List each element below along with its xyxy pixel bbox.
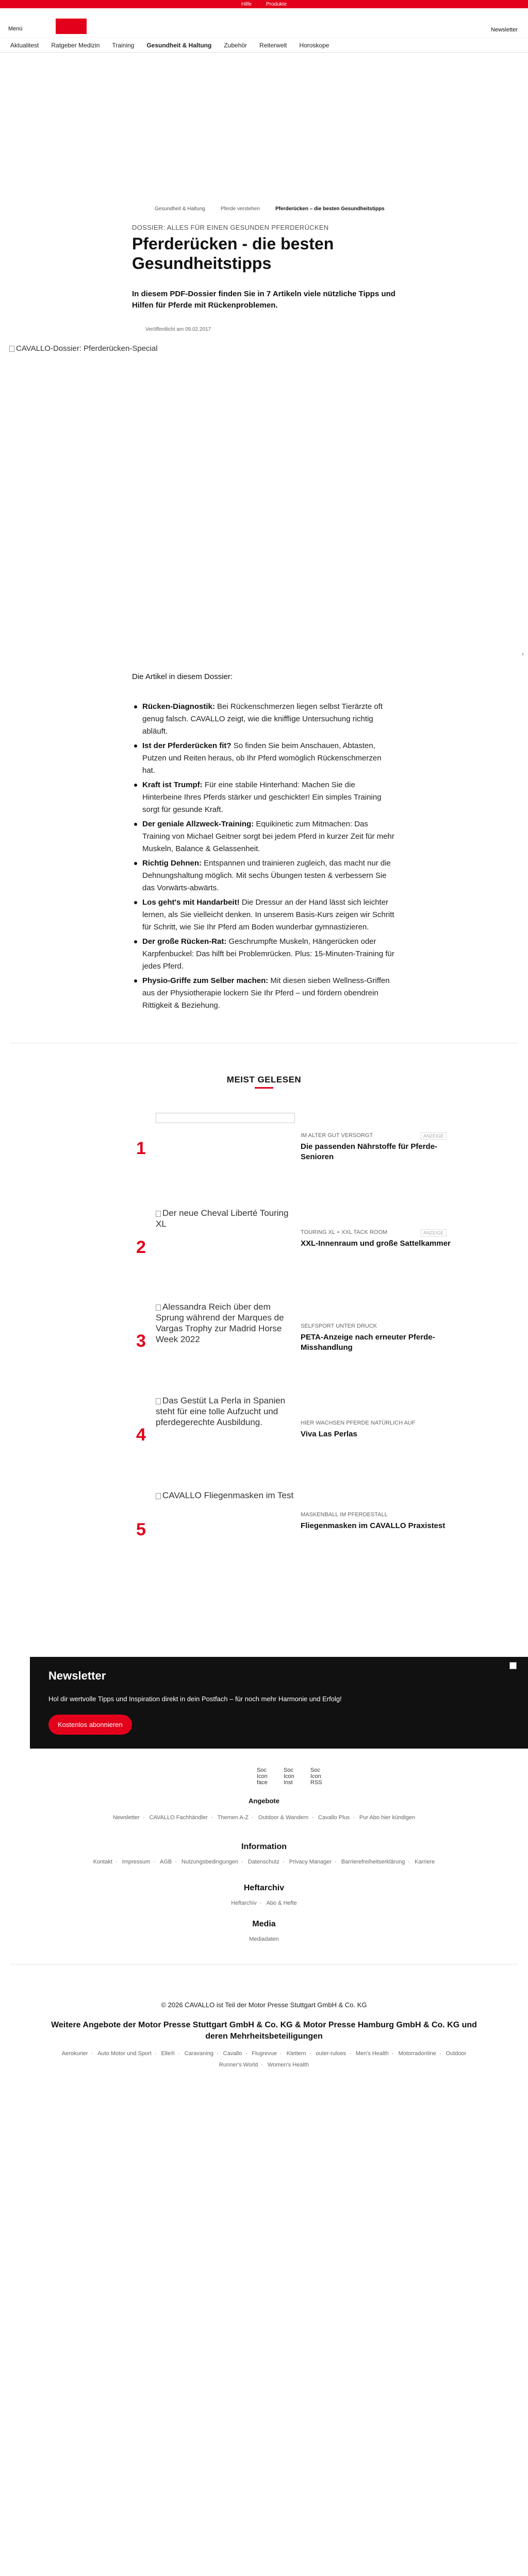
footer-link[interactable]: CAVALLO Fachhändler — [149, 1815, 208, 1821]
breadcrumb — [155, 206, 385, 212]
footer-link[interactable]: Motorradonline — [398, 2050, 436, 2057]
footer-link[interactable]: Kontakt — [93, 1859, 113, 1865]
footer-link[interactable]: Elle® — [161, 2050, 175, 2057]
footer-link[interactable]: outer-ruloes — [316, 2050, 346, 2057]
teaser-kicker: IM ALTER GUT VERSORGT — [301, 1132, 373, 1139]
broken-image-icon — [9, 346, 14, 352]
rank-number: 1 — [136, 1139, 146, 1158]
footer-link[interactable]: Abo & Hefte — [266, 1900, 297, 1906]
article-intro: In diesem PDF-Dossier finden Sie in 7 Artikeln viele nützliche Tipps und Hilfen für Pferde mit Rückenproblemen. — [132, 290, 395, 310]
hero-image — [9, 344, 519, 648]
newsletter-box — [30, 1657, 528, 1749]
breadcrumb-current: Pferderücken – die besten Gesundheitstipps — [275, 206, 385, 212]
newsletter-image — [509, 1662, 517, 1669]
teaser-kicker: TOURING XL + XXL TACK ROOM — [301, 1229, 388, 1235]
teaser-image[interactable]: Der neue Cheval Liberté Touring XL — [156, 1208, 289, 1229]
footer-link[interactable]: Karriere — [415, 1859, 435, 1865]
teaser-image[interactable]: CAVALLO Fliegenmasken im Test — [156, 1490, 295, 1567]
list-item: Richtig Dehnen: Entspannen und trainieren zugleich, das macht nur die Dehnungshaltung möglich. Mit sechs Übungen testen & verbessern Sie das Vorwärts-abwärts. — [132, 857, 396, 894]
teaser-kicker: HIER WACHSEN PFERDE NATÜRLICH AUF — [301, 1420, 416, 1426]
archive-links: Heftarchiv · Abo & Hefte — [231, 1900, 297, 1906]
more-offers-heading: Weitere Angebote der Motor Presse Stuttgart GmbH & Co. KG & Motor Presse Hamburg GmbH & Co. KG und deren Mehrheitsbeteiligungen — [51, 2021, 477, 2041]
nav-item-gesundheit-haltung[interactable]: Gesundheit & Haltung — [146, 41, 212, 49]
footer-link[interactable]: Runner's World — [219, 2062, 258, 2068]
footer-link[interactable]: Pur Abo hier kündigen — [359, 1815, 416, 1821]
article-kicker: DOSSIER: ALLES FÜR EINEN GESUNDEN PFERDERÜCKEN — [132, 224, 329, 231]
footer-link[interactable]: Women's Health — [267, 2062, 309, 2068]
list-item: Der geniale Allzweck-Training: Equikinetic zum Mitmachen: Das Training von Michael Geitner sorgt bei jedem Pferd in kurzer Zeit für mehr Muskeln, Balance & Gelassenheit. — [132, 818, 396, 855]
site-header — [0, 8, 528, 38]
teaser-headline[interactable]: Die passenden Nährstoffe für Pferde-Senioren — [301, 1142, 438, 1161]
list-item: Der große Rücken-Rat: Geschrumpfte Muskeln, Hängerücken oder Karpfenbuckel: Das hilft bei Problemrücken. Plus: 15-Minuten-Training für jedes Pferd. — [132, 936, 396, 973]
teaser-image[interactable] — [156, 1113, 295, 1123]
teaser-image[interactable]: Alessandra Reich über dem Sprung während der Marques de Vargas Trophy zur Madrid Horse Week 2022 — [156, 1302, 284, 1344]
copyright: © 2026 CAVALLO ist Teil der Motor Presse Stuttgart GmbH & Co. KG — [161, 2001, 367, 2009]
footer-link[interactable]: Flugrevue — [252, 2050, 277, 2057]
footer-link[interactable]: Newsletter — [112, 1815, 140, 1821]
footer-link[interactable]: Klettern — [286, 2050, 306, 2057]
rss-icon[interactable]: Soc Icon RSS — [310, 1767, 322, 1786]
social-links — [257, 1767, 327, 1786]
side-arrow-icon[interactable]: ‹ — [522, 650, 524, 657]
footer-link[interactable]: Datenschutz — [248, 1859, 279, 1865]
nav-item-ratgeber-medizin[interactable]: Ratgeber Medizin — [51, 41, 100, 49]
footer-link[interactable]: Mediadaten — [249, 1936, 279, 1942]
rank-number: 3 — [136, 1331, 146, 1351]
list-item: Kraft ist Trumpf: Für eine stabile Hinterhand: Machen Sie die Hinterbeine Ihres Pferds stärker und geschickter! Ein simples Training sorgt für gesunde Kraft. — [132, 779, 396, 816]
list-item: Los geht's mit Handarbeit! Die Dressur an der Hand lässt sich leichter lernen, als Sie vielleicht denken. In unserem Basis-Kurs zeigen wir Schritt für Schritt, wie Sie Ihr Pferd am Boden wunderbar gymnastizieren. — [132, 896, 396, 934]
footer-link[interactable]: Caravaning — [184, 2050, 213, 2057]
information-links: Kontakt · Impressum · AGB · Nutzungsbedingungen · Datenschutz · Privacy Manager · Barrierefreiheitserklärung · Karriere — [93, 1859, 435, 1865]
most-read-item[interactable] — [132, 1113, 452, 1190]
footer-link[interactable]: Privacy Manager — [289, 1859, 332, 1865]
newsletter-title: Newsletter — [48, 1669, 106, 1682]
footer-link[interactable]: Outdoor & Wandern — [258, 1815, 309, 1821]
breadcrumb-item[interactable]: Gesundheit & Haltung — [155, 206, 205, 212]
most-read-underline — [255, 1087, 273, 1089]
footer-link[interactable]: Aerokurier — [61, 2050, 88, 2057]
header-newsletter-link[interactable]: Newsletter — [491, 27, 518, 33]
cavallo-logo[interactable] — [56, 19, 87, 34]
broken-image-icon — [156, 1211, 161, 1217]
top-strip — [0, 0, 528, 8]
main-nav — [0, 38, 528, 53]
rank-number: 5 — [136, 1520, 146, 1539]
archive-heading: Heftarchiv — [243, 1884, 285, 1892]
media-heading: Media — [252, 1920, 276, 1928]
more-offers-links: Runner's World · Women's Health — [219, 2062, 309, 2068]
hero-image-alt: CAVALLO-Dossier: Pferderücken-Special — [16, 344, 158, 353]
nav-item-horoskope[interactable]: Horoskope — [299, 41, 329, 49]
media-links — [0, 1936, 528, 1942]
breadcrumb-item[interactable]: Pferde verstehen — [220, 206, 260, 212]
dossier-list-heading: Die Artikel in diesem Dossier: — [132, 672, 233, 681]
teaser-headline[interactable]: PETA-Anzeige nach erneuter Pferde-Misshandlung — [301, 1333, 435, 1352]
article-title: Pferderücken - die besten Gesundheitstipps — [132, 234, 334, 273]
most-read-item[interactable] — [132, 1395, 452, 1472]
ad-badge: ANZEIGE — [421, 1229, 447, 1236]
nav-item-training[interactable]: Training — [112, 41, 135, 49]
footer-link[interactable]: Outdoor — [446, 2050, 467, 2057]
teaser-kicker: SELFSPORT UNTER DRUCK — [301, 1323, 377, 1329]
footer-link[interactable]: Heftarchiv — [231, 1900, 257, 1906]
most-read-item[interactable] — [132, 1208, 452, 1285]
subscribe-button[interactable]: Kostenlos abonnieren — [48, 1715, 132, 1735]
list-item: Physio-Griffe zum Selber machen: Mit diesen sieben Wellness-Griffen aus der Physiotherapie lockern Sie Ihr Pferd – und fördern obendrein Rittigkeit & Beziehung. — [132, 975, 396, 1012]
teaser-headline[interactable]: Viva Las Perlas — [301, 1430, 357, 1438]
information-heading: Information — [241, 1842, 287, 1851]
broken-image-icon — [156, 1493, 161, 1499]
topbar-link-products[interactable]: Produkte — [266, 1, 287, 7]
newsletter-text: Hol dir wertvolle Tipps und Inspiration direkt in dein Postfach – für noch mehr Harmonie und Erfolg! — [48, 1695, 342, 1703]
list-item: Rücken-Diagnostik: Bei Rückenschmerzen liegen selbst Tierärzte oft genug falsch. CAVALLO zeigt, wie die kniffligе Untersuchung richtig abläuft. — [132, 701, 396, 738]
ad-badge: ANZEIGE — [421, 1132, 447, 1140]
rank-number: 4 — [136, 1425, 146, 1445]
footer-link[interactable]: Impressum — [122, 1859, 151, 1865]
broken-image-icon — [156, 1398, 161, 1404]
rank-number: 2 — [136, 1238, 146, 1257]
footer-link[interactable]: Cavallo — [223, 2050, 242, 2057]
footer-link[interactable]: Barrierefreiheitserklärung — [341, 1859, 405, 1865]
facebook-icon[interactable]: Soc Icon face — [257, 1767, 268, 1786]
footer-link[interactable]: Auto Motor und Sport — [97, 2050, 152, 2057]
teaser-headline[interactable]: Fliegenmasken im CAVALLO Praxistest — [301, 1521, 446, 1530]
topbar-link-help[interactable]: Hilfe — [241, 1, 252, 7]
teaser-headline[interactable]: XXL-Innenraum und große Sattelkammer — [301, 1239, 451, 1248]
footer-links-row: Newsletter · CAVALLO Fachhändler · Themen A-Z · Outdoor & Wandern · Cavallo Plus · Pur Abo hier kündigen — [112, 1815, 416, 1821]
teaser-kicker: MASKENBALL IM PFERDESTALL — [301, 1512, 388, 1518]
more-offers-links: Aerokurier · Auto Motor und Sport · Elle® · Caravaning · Cavallo · Flugrevue · Klettern · outer-ruloes · Men's Health · Motorradonline · Outdoor — [61, 2050, 467, 2057]
nav-item-aktuelles[interactable]: Aktualitest — [10, 41, 39, 49]
footer-link[interactable]: AGB — [159, 1859, 172, 1865]
list-item: Ist der Pferderücken fit? So finden Sie beim Anschauen, Abtasten, Putzen und Reiten heraus, ob Ihr Pferd womöglich Rückenschmerzen hat. — [132, 740, 396, 777]
teaser-image[interactable]: Das Gestüt La Perla in Spanien steht für eine tolle Aufzucht und pferdegerechte Ausbildung. — [156, 1396, 286, 1427]
nav-item-reiterwelt[interactable]: Reiterwelt — [259, 41, 287, 49]
footer-link[interactable]: Cavallo Plus — [318, 1815, 350, 1821]
most-read-item[interactable] — [132, 1490, 452, 1567]
broken-image-icon — [156, 1304, 161, 1311]
nav-item-zubehoer[interactable]: Zubehör — [224, 41, 248, 49]
most-read-title: MEIST GELESEN — [226, 1075, 302, 1084]
menu-button[interactable]: Menü — [8, 26, 23, 32]
publish-date: Veröffentlicht am 09.02.2017 — [145, 327, 211, 332]
most-read-item[interactable] — [132, 1301, 452, 1379]
footer-link[interactable]: Themen A-Z — [217, 1815, 249, 1821]
footer-link[interactable]: Nutzungsbedingungen — [181, 1859, 238, 1865]
offers-label: Angebote — [249, 1797, 279, 1805]
instagram-icon[interactable]: Soc Icon Inst — [284, 1767, 294, 1786]
dossier-article-list — [132, 701, 396, 1014]
footer-link[interactable]: Men's Health — [355, 2050, 389, 2057]
